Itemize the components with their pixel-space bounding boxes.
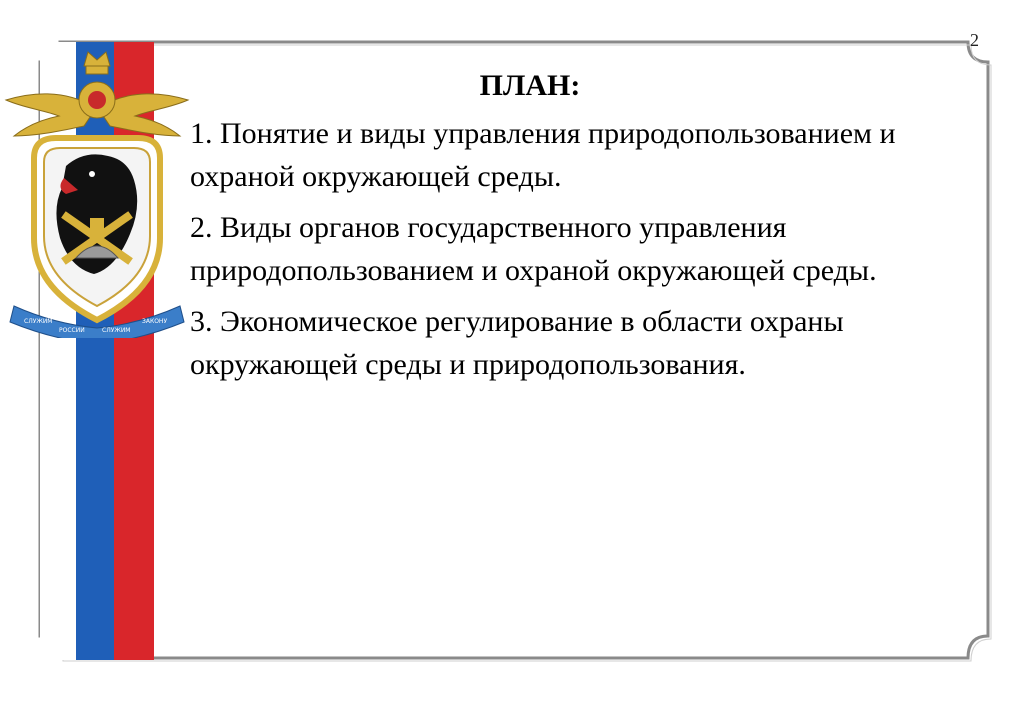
ribbon-text-4: ЗАКОНУ (142, 318, 168, 325)
plan-title: ПЛАН: (479, 69, 581, 102)
page-number: 2 (970, 30, 979, 50)
plan-item-1: 1. Понятие и виды управления природопользованием и охраной окружающей среды. (190, 117, 896, 193)
ribbon-text-2: РОССИИ (59, 327, 85, 334)
police-emblem-icon (4, 38, 190, 338)
slide-content (190, 66, 960, 394)
plan-item-2: 2. Виды органов государственного управления природопользованием и охраной окружающей среды. (190, 211, 877, 287)
ribbon-text-1: СЛУЖИМ (24, 318, 53, 325)
ribbon-text-3: СЛУЖИМ (102, 327, 131, 334)
plan-item-3: 3. Экономическое регулирование в области охраны окружающей среды и природопользования. (190, 305, 844, 381)
